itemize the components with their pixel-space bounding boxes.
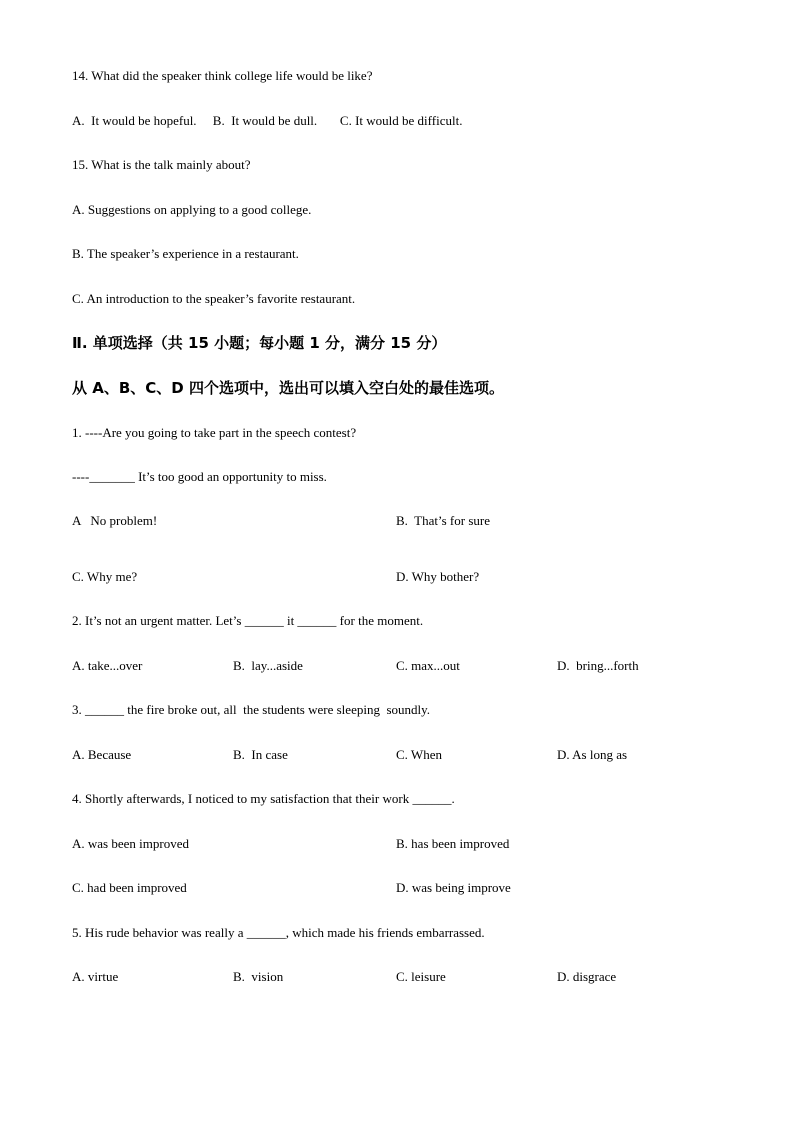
section-instruction: 从 A、B、C、D 四个选项中，选出可以填入空白处的最佳选项。 (72, 379, 504, 397)
question-2-stem: 2. It’s not an urgent matter. Let’s ______ it ______ for the moment. (72, 613, 424, 628)
question-15-stem: 15. What is the talk mainly about? (72, 157, 251, 172)
question-5-stem: 5. His rude behavior was really a ______, which made his friends embarrassed. (72, 925, 485, 940)
question-1-option-d: D. Why bother? (396, 569, 480, 584)
question-4-option-a: A. was been improved (72, 836, 189, 851)
question-1-stem: 1. ----Are you going to take part in the speech contest? (72, 425, 357, 440)
question-4-stem: 4. Shortly afterwards, I noticed to my satisfaction that their work ______. (72, 791, 455, 806)
question-1-option-a: A No problem! (72, 513, 158, 528)
question-5-option-a: A. virtue (72, 969, 119, 984)
question-5-option-c: C. leisure (396, 969, 446, 984)
question-1-option-b: B. That’s for sure (396, 513, 490, 528)
section-heading: Ⅱ. 单项选择（共 15 小题；每小题 1 分，满分 15 分） (72, 334, 447, 352)
question-4-option-d: D. was being improve (396, 880, 511, 895)
question-2-option-d: D. bring...forth (557, 658, 639, 673)
question-4-option-b: B. has been improved (396, 836, 510, 851)
question-4-option-c: C. had been improved (72, 880, 187, 895)
question-3-stem: 3. ______ the fire broke out, all the students were sleeping soundly. (72, 702, 431, 717)
question-3-option-c: C. When (396, 747, 442, 762)
question-3-option-d: D. As long as (557, 747, 628, 762)
question-14-stem: 14. What did the speaker think college life would be like? (72, 68, 373, 83)
question-1-option-c: C. Why me? (72, 569, 138, 584)
question-15-option-a: A. Suggestions on applying to a good college. (72, 202, 312, 217)
question-3-option-a: A. Because (72, 747, 132, 762)
question-1-response: ----_______ It’s too good an opportunity to miss. (72, 469, 327, 484)
question-3-option-b: B. In case (233, 747, 288, 762)
question-5-option-b: B. vision (233, 969, 284, 984)
question-15-option-b: B. The speaker’s experience in a restaurant. (72, 246, 299, 261)
question-2-option-b: B. lay...aside (233, 658, 303, 673)
question-2-option-c: C. max...out (396, 658, 460, 673)
question-5-option-d: D. disgrace (557, 969, 617, 984)
question-2-option-a: A. take...over (72, 658, 143, 673)
question-15-option-c: C. An introduction to the speaker’s favorite restaurant. (72, 291, 356, 306)
question-14-options: A. It would be hopeful. B. It would be dull. C. It would be difficult. (72, 113, 463, 128)
